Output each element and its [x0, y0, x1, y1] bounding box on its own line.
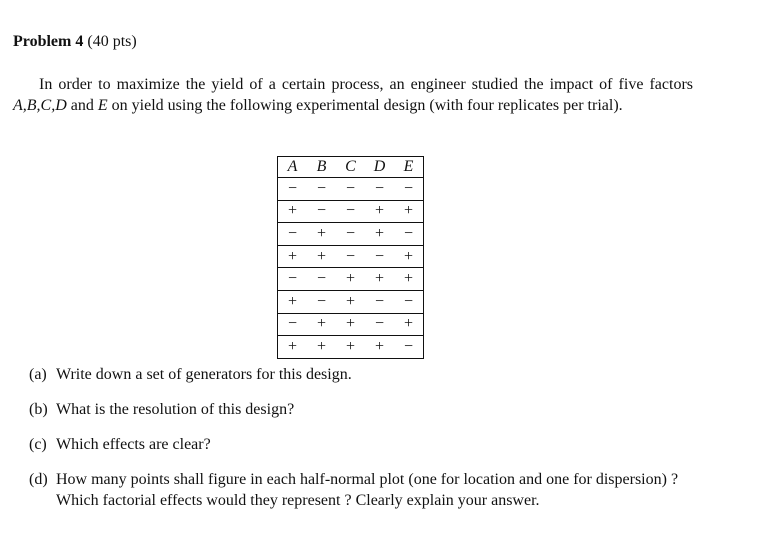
problem-statement [13, 74, 693, 116]
question-a-text: Write down a set of generators for this design. [56, 366, 352, 383]
design-cell: + [336, 290, 365, 313]
question-d-label: (d) [29, 471, 48, 488]
design-cell: + [365, 223, 394, 246]
design-cell: − [278, 223, 308, 246]
design-cell: + [307, 245, 336, 268]
design-table-body [278, 178, 424, 359]
design-cell: − [307, 200, 336, 223]
design-cell: − [394, 290, 424, 313]
design-row [278, 178, 424, 201]
design-cell: + [278, 200, 308, 223]
design-cell: + [336, 336, 365, 359]
design-cell: + [307, 313, 336, 336]
design-row [278, 336, 424, 359]
design-row [278, 223, 424, 246]
design-row [278, 200, 424, 223]
design-cell: − [394, 223, 424, 246]
question-a [29, 364, 694, 385]
design-cell: − [307, 268, 336, 291]
question-c [29, 434, 694, 455]
problem-title: Problem 4 [13, 33, 84, 50]
question-b [29, 399, 694, 420]
design-row [278, 245, 424, 268]
design-cell: − [336, 223, 365, 246]
design-cell: − [278, 313, 308, 336]
intro-factor-e: E [97, 97, 108, 114]
problem-heading [13, 32, 137, 52]
intro-and: and [66, 97, 98, 114]
design-cell: − [336, 245, 365, 268]
design-cell: + [336, 268, 365, 291]
design-table-header-row [278, 157, 424, 178]
design-cell: − [336, 200, 365, 223]
question-d-text: How many points shall figure in each half-normal plot (one for location and one for dispersion) ? Which factorial effects would they represent ? Clearly explain your answer. [56, 471, 679, 509]
design-cell: + [278, 290, 308, 313]
design-cell: − [336, 178, 365, 201]
problem-points: (40 pts) [87, 33, 137, 50]
question-c-text: Which effects are clear? [56, 436, 211, 453]
design-cell: + [307, 223, 336, 246]
intro-text-suffix: on yield using the following experimental design (with four replicates per trial). [107, 97, 623, 114]
design-cell: − [307, 290, 336, 313]
design-cell: + [394, 313, 424, 336]
design-cell: − [278, 178, 308, 201]
header-d: D [365, 157, 394, 178]
design-cell: − [365, 290, 394, 313]
design-table [277, 156, 424, 359]
header-b: B [307, 157, 336, 178]
design-cell: + [365, 200, 394, 223]
design-cell: + [394, 200, 424, 223]
design-cell: − [278, 268, 308, 291]
design-cell: + [278, 336, 308, 359]
design-cell: + [278, 245, 308, 268]
design-row [278, 290, 424, 313]
question-c-label: (c) [29, 436, 47, 453]
question-d [29, 469, 694, 511]
design-cell: − [365, 245, 394, 268]
design-cell: − [394, 178, 424, 201]
header-c: C [336, 157, 365, 178]
design-cell: + [336, 313, 365, 336]
design-cell: + [365, 336, 394, 359]
question-b-label: (b) [29, 401, 48, 418]
design-cell: − [365, 313, 394, 336]
header-e: E [394, 157, 424, 178]
intro-factors: A,B,C,D [13, 97, 67, 114]
design-cell: − [365, 178, 394, 201]
intro-text-prefix: In order to maximize the yield of a certain process, an engineer studied the impact of five factors [39, 76, 693, 93]
design-cell: + [394, 268, 424, 291]
design-cell: − [394, 336, 424, 359]
design-row [278, 313, 424, 336]
design-cell: − [307, 178, 336, 201]
header-a: A [278, 157, 308, 178]
design-cell: + [394, 245, 424, 268]
design-row [278, 268, 424, 291]
question-list [29, 364, 694, 525]
design-cell: + [307, 336, 336, 359]
question-b-text: What is the resolution of this design? [56, 401, 295, 418]
design-cell: + [365, 268, 394, 291]
question-a-label: (a) [29, 366, 47, 383]
